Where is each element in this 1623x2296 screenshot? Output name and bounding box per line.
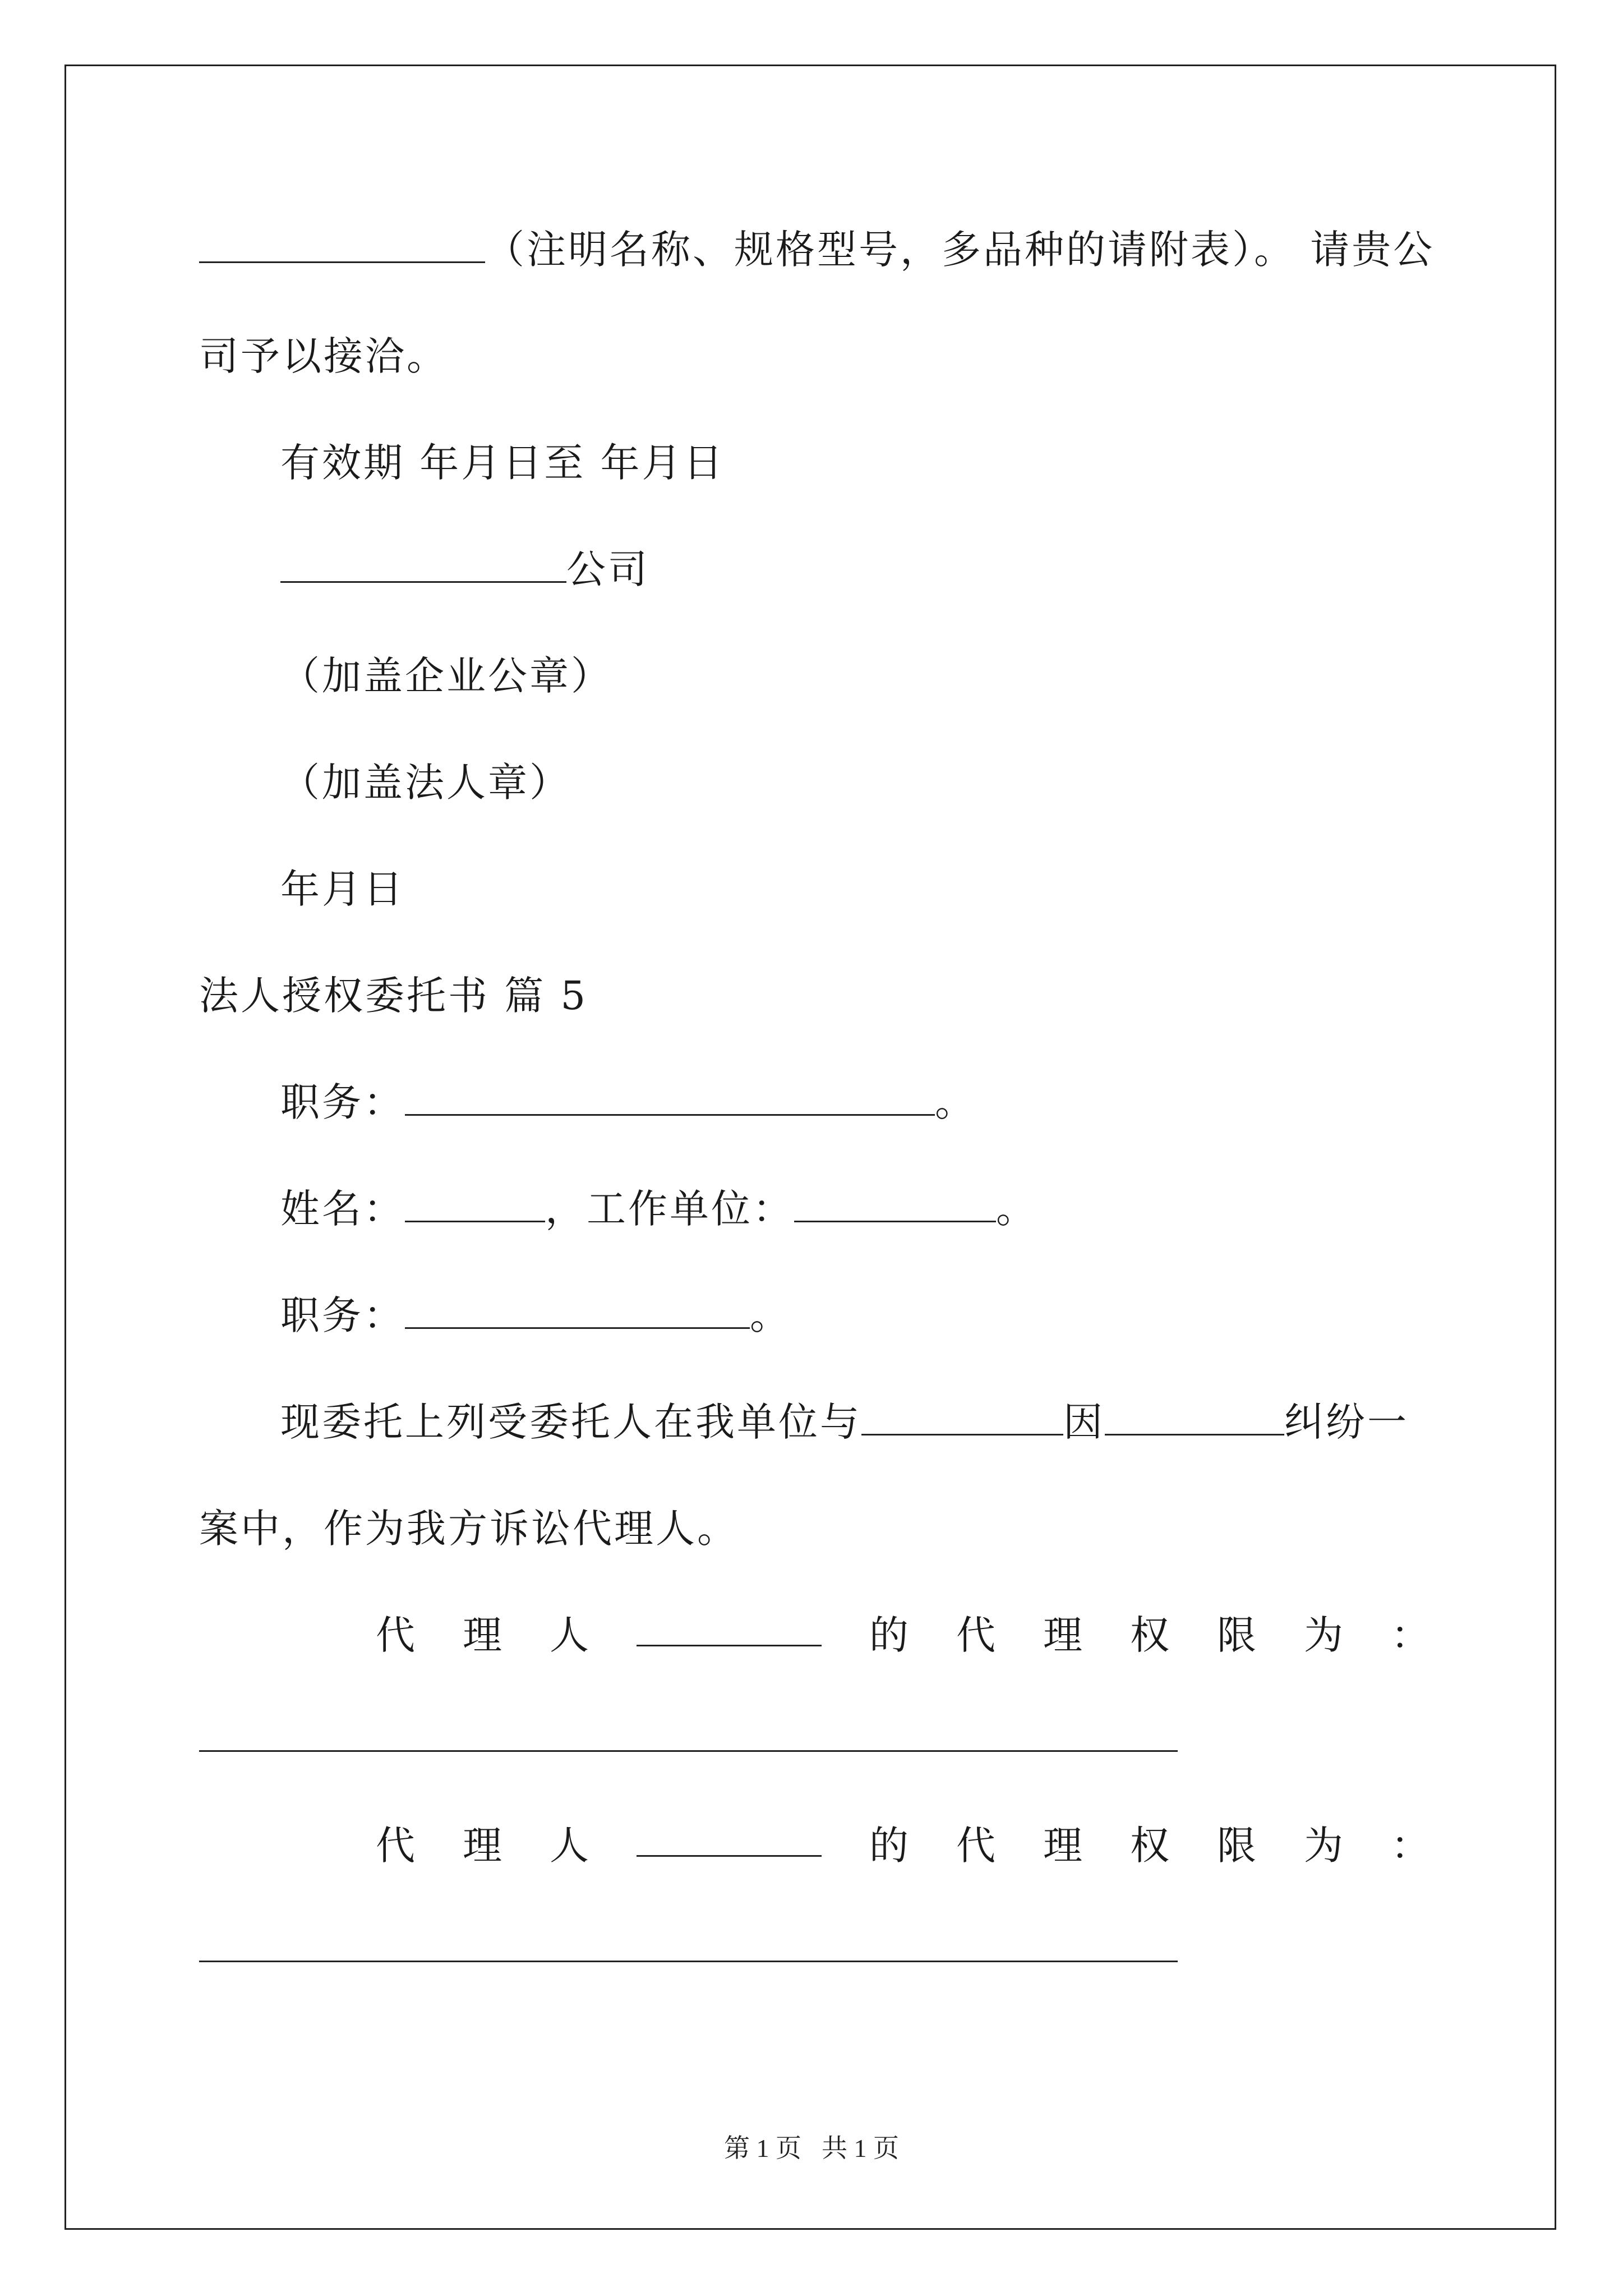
blank-position-2[interactable] <box>405 1292 750 1329</box>
line-legal-seal: （加盖法人章） <box>280 760 571 806</box>
blank-agent-name-1[interactable] <box>637 1610 822 1646</box>
agent-char: 限 <box>1217 1823 1256 1869</box>
workplace-label: ，工作单位： <box>545 1186 794 1232</box>
position-label-2: 职务： <box>280 1292 405 1338</box>
section-title: 法人授权委托书 篇 5 <box>199 973 588 1019</box>
line-contact: 司予以接洽。 <box>199 333 448 379</box>
entrust-text-a: 现委托上列受委托人在我单位与 <box>280 1399 861 1445</box>
agent-char: 代 <box>956 1823 995 1869</box>
company-text: 公司 <box>566 546 649 592</box>
position-end: 。 <box>935 1079 976 1125</box>
line-validity: 有效期 年月日至 年月日 <box>280 440 725 486</box>
agent-char: 代 <box>376 1823 415 1869</box>
agent-char: 代 <box>956 1612 995 1658</box>
agent-char: 为 <box>1304 1823 1343 1869</box>
line-name-workplace <box>280 1184 1038 1234</box>
page-footer <box>0 2132 1623 2165</box>
line-position-2 <box>280 1290 791 1341</box>
page-number: 第 1 页 <box>724 2134 801 2162</box>
agent-char: 人 <box>550 1823 589 1869</box>
blank-party[interactable] <box>861 1399 1063 1435</box>
agent-char: ： <box>1391 1612 1430 1658</box>
page-border <box>64 65 1556 2230</box>
agent-authority-line-2 <box>376 1820 1430 1871</box>
workplace-end: 。 <box>996 1186 1038 1232</box>
agent-char: 限 <box>1217 1612 1256 1658</box>
blank-company[interactable] <box>280 546 566 583</box>
blank-dispute[interactable] <box>1105 1399 1284 1435</box>
position-label: 职务： <box>280 1079 405 1125</box>
product-spec-text: （注明名称、规格型号，多品种的请附表）。 请贵公 <box>485 227 1435 273</box>
blank-product[interactable] <box>199 227 485 263</box>
blank-workplace[interactable] <box>794 1186 996 1222</box>
agent-authority-line-1 <box>376 1610 1430 1660</box>
line-entrust <box>280 1397 1409 1447</box>
line-position-1 <box>280 1077 976 1128</box>
agent-char: 代 <box>376 1612 415 1658</box>
line-date: 年月日 <box>280 866 405 912</box>
name-label: 姓名： <box>280 1186 405 1232</box>
authority-blank-1[interactable] <box>199 1750 1178 1752</box>
position-end-2: 。 <box>750 1292 791 1338</box>
entrust-text-c: 纠纷一 <box>1284 1399 1409 1445</box>
agent-char: 人 <box>550 1612 589 1658</box>
blank-name[interactable] <box>405 1186 545 1222</box>
entrust-text-b: 因 <box>1063 1399 1105 1445</box>
agent-char: ： <box>1391 1823 1430 1869</box>
agent-char: 理 <box>463 1612 502 1658</box>
line-product-spec <box>199 224 1435 275</box>
page-total: 共 1 页 <box>822 2134 899 2162</box>
authority-blank-2[interactable] <box>199 1961 1178 1962</box>
agent-char: 的 <box>869 1612 909 1658</box>
agent-char: 理 <box>463 1823 502 1869</box>
line-company <box>280 544 649 595</box>
agent-char: 为 <box>1304 1612 1343 1658</box>
line-case: 案中，作为我方诉讼代理人。 <box>199 1506 739 1552</box>
agent-char: 权 <box>1130 1823 1169 1869</box>
line-company-seal: （加盖企业公章） <box>280 653 612 699</box>
agent-char: 权 <box>1130 1612 1169 1658</box>
agent-char: 理 <box>1043 1823 1082 1869</box>
blank-position-1[interactable] <box>405 1079 935 1116</box>
blank-agent-name-2[interactable] <box>637 1820 822 1857</box>
agent-char: 的 <box>869 1823 909 1869</box>
agent-char: 理 <box>1043 1612 1082 1658</box>
